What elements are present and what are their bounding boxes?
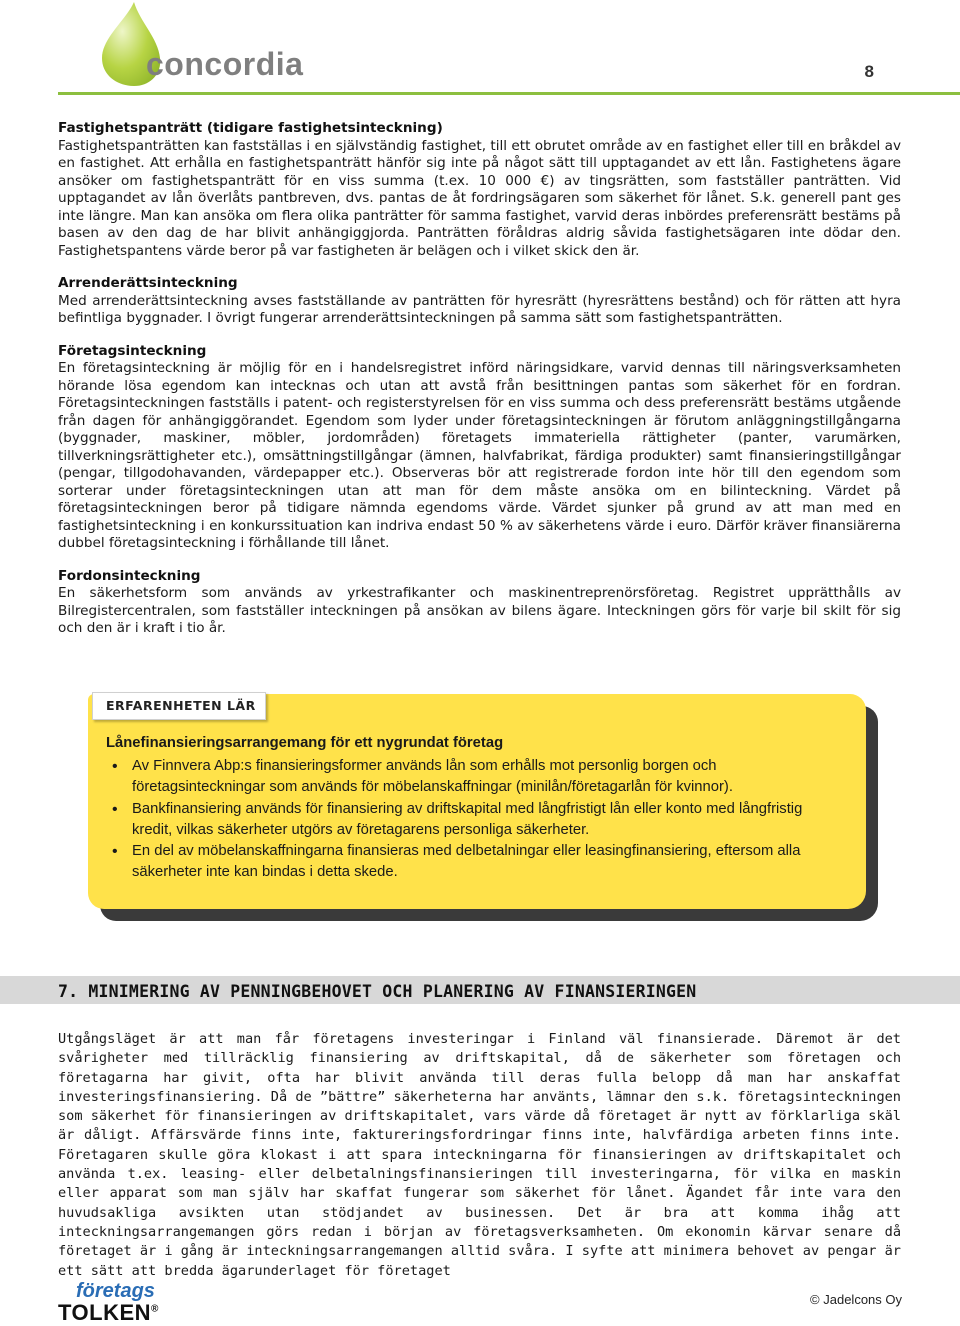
chapter-body: Utgångsläget är att man får företagens investeringar i Finland väl finansierade. Däremot är det svårigheter med tillräcklig finansiering av driftskapital, då de säkerheter som företagen och företagarna har givit, ofta har blivit använda till deras fulla belopp då man har anskaffat investeringsfinansiering. Då de ”bättre” säkerheterna har använts, lämnar den s.k. företagsinteckningen som säkerhet för finansieringen av driftskapitalet, vars värde då företaget är nytt av förklarliga skäl är dåligt. Affärsvärde finns inte, faktureringsfordringar finns inte, halvfärdiga arbeten finns inte. Företagaren skulle göra klokast i att spara inteckningarna för finansieringen av driftskapitalet och använda t.ex. leasing- eller delbetalningsfinansieringen till investeringarna, för vilka en maskin eller apparat som man själv har skaffat fungerar som säkerhet för lånet. Ägandet får inte vara den huvudsakliga avsikten utan stödjandet av businessen. Det är bra att komma ihåg att inteckningsarrangemangen görs redan i början av företagsverksamheten. Om ekonomin kärvar senare då företaget är i gång är inteckningsarrangemangen alltid svåra. I syfte att minimera behovet av pengar är ett sätt att bredda ägarunderlaget för företaget — [58, 1031, 901, 1279]
section-arrenderattsinteckning — [58, 275, 901, 328]
section-body: Med arrenderättsinteckning avses fastställande av panträtten för hyresrätt (hyresrättens bestånd) och för rätten att hyra befintliga byggnader. I övrigt fungerar arrenderättsinteckningen på samma sätt som fastighetspanträtten. — [58, 292, 901, 326]
callout-list — [106, 756, 828, 884]
logo-bottom-text — [58, 1300, 159, 1326]
copyright-notice: © Jadelcons Oy — [810, 1292, 902, 1307]
registered-mark: ® — [151, 1303, 159, 1315]
section-body: Fastighetspanträtten kan fastställas i en självständig fastighet, till ett obrutet område av en fastighet eller till en bråkdel av en fastighet. Att erhålla en fastighetspanträtt hänför sig inte på något sätt till upptagandet av ett lån. Fastighetens ägare ansöker om fastighetspanträtt för en viss summa (t.ex. 10 000 €) av tingsrätten, som fastställer panträtten. Vid upptagandet av lån överlåts pantbreven, dvs. pantas de åt fordringsägaren som säkerhet för lånet. S.k. generell pant ges inte längre. Man kan ansöka om flera olika panträtter för samma fastighet, varvid deras inbördes preferensrätt bestäms på basen av den dag de har blivit anhängiggjorda. Panträtten föråldras aldrig såvida fastighetsägaren inte dödar den. Fastighetspantens värde beror på var fastigheten är belägen och i vilket skick den är. — [58, 137, 901, 259]
section-body: En företagsinteckning är möjlig för en i handelsregistret införd näringsidkare, varvid dennas till näringsverksamheten hörande lösa egendom kan intecknas och utan att avstå från besittningen pantas som säkerhet för en fordran. Företagsinteckningen fastställs i patent- och registerstyrelsen för en viss summa och dess preferensrätt bestäms utgående från dagen för anhängiggörandet. Egendom som lyder under företagsinteckningen är förutom anläggningstillgångarna (byggnader, maskiner, möbler, jordområden) företagets immateriella rättigheter (panter, varumärken, tillverkningsrättigheter etc.), omsättningstillgångar (ämnen, halvfabrikat, färdiga produkter) samt finansieringstillgångar (pengar, tillgodohavanden, värdepapper etc.). Observeras bör att registrerade fordon inte hör till den egendom som sorterar under företagsinteckningen utan att man för dem måste ansöka om en bilinteckning. Värdet på företagsinteckningen beror på tidigare nämnda egendoms värde. Värdet sjunker på grund av att man med en fastighetsinteckning i en konkurssituation kan indriva endast 50 % av säkerhetens värde i euro. Därför kräver finansiärerna dubbel företagsinteckning i förhållande till lånet. — [58, 360, 901, 551]
page-number: 8 — [864, 62, 874, 81]
section-fastighetspantratt — [58, 120, 901, 260]
main-content — [58, 120, 901, 653]
callout-tag: ERFARENHETEN LÄR — [92, 692, 266, 720]
header-divider — [58, 92, 960, 95]
section-fordonsinteckning — [58, 568, 901, 638]
section-heading: Fastighetspanträtt (tidigare fastighetsinteckning) — [58, 120, 443, 136]
section-heading: Företagsinteckning — [58, 342, 207, 359]
logo-top-text: företags — [76, 1280, 155, 1302]
section-foretagsinteckning — [58, 343, 901, 553]
callout-body — [106, 734, 828, 884]
logo-bottom-word: TOLKEN — [58, 1300, 152, 1325]
logo-wordmark: concordia — [146, 46, 304, 82]
list-item: • En del av möbelanskaffningarna finansieras med delbetalningar eller leasingfinansiering, eftersom alla säkerheter inte kan bindas i detta skede. — [106, 841, 828, 884]
list-item: • Bankfinansiering används för finansiering av driftskapital med långfristigt lån eller konto med långfristig kredit, vilkas säkerheter utgörs av företagarens personliga säkerheter. — [106, 799, 828, 842]
list-item: • Av Finnvera Abp:s finansieringsformer används lån som erhålls mot personlig borgen och företagsinteckningar som används för möbelanskaffningar (minilån/företagarlån för kvinnor). — [106, 756, 828, 799]
section-heading: Arrenderättsinteckning — [58, 275, 238, 291]
section-body: En säkerhetsform som används av yrkestrafikanter och maskinentreprenörsföretag. Registret upprätthålls av Bilregistercentralen, som fastställer inteckningen på ansökan av bilens ägare. Inteckningen görs för varje bil skilt för sig och den är i kraft i tio år. — [58, 585, 901, 636]
foretagstolken-logo — [58, 1280, 178, 1325]
section-heading: Fordonsinteckning — [58, 567, 201, 584]
chapter-heading: 7. MINIMERING AV PENNINGBEHOVET OCH PLANERING AV FINANSIERINGEN — [58, 982, 697, 1001]
callout-title: Lånefinansieringsarrangemang för ett nygrundat företag — [106, 735, 504, 751]
